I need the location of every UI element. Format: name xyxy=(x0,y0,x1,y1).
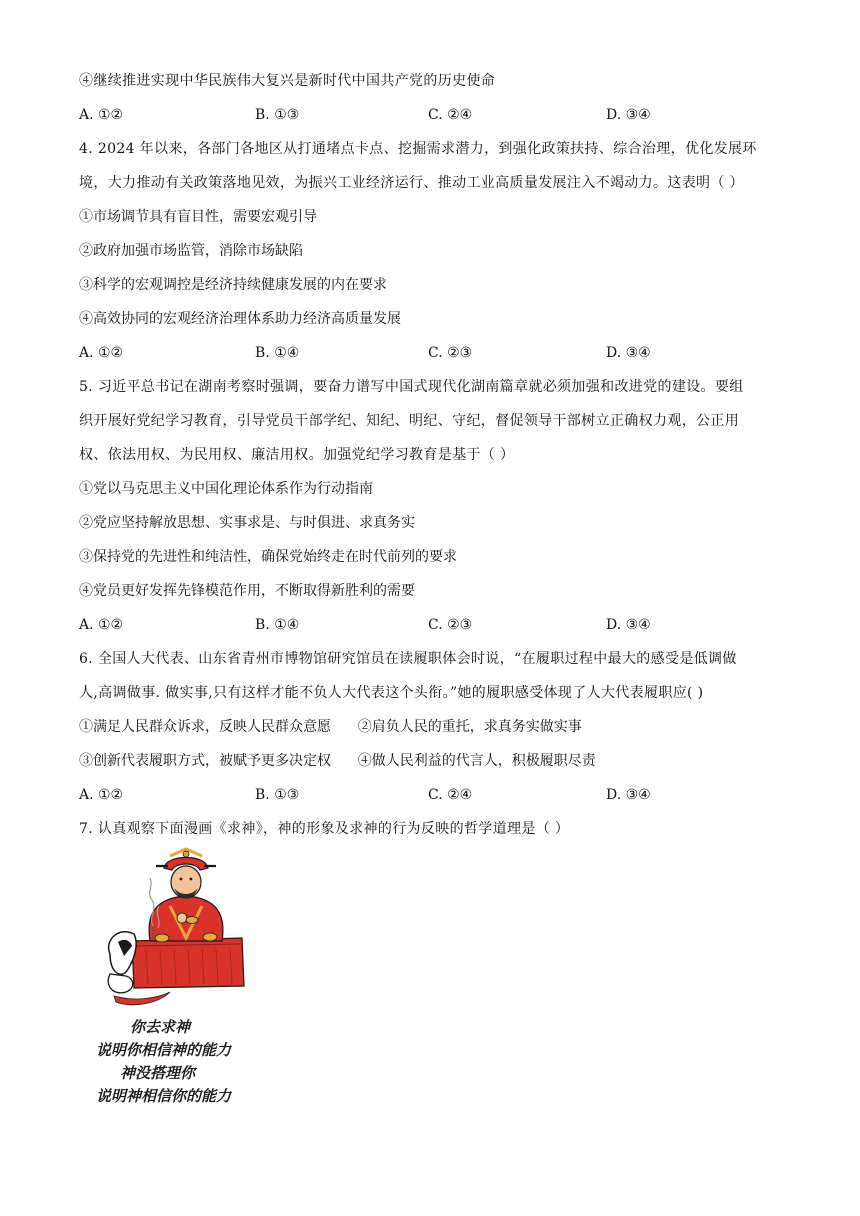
cartoon-caption-line-1: 你去求神 xyxy=(130,1018,191,1036)
q4-item-2: ②政府加强市场监管，消除市场缺陷 xyxy=(79,243,303,259)
q4-option-c: C. ②③ xyxy=(428,345,473,361)
cartoon-caption-line-2: 说明你相信神的能力 xyxy=(96,1041,232,1059)
q4-item-3: ③科学的宏观调控是经济持续健康发展的内在要求 xyxy=(79,277,387,293)
cartoon-qiushen xyxy=(96,846,258,1105)
q5-item-3: ③保持党的先进性和纯洁性，确保党始终走在时代前列的要求 xyxy=(79,549,457,565)
q3-option-a: A. ①② xyxy=(79,107,124,123)
q3-option-d: D. ③④ xyxy=(606,107,651,123)
q6-option-b: B. ①③ xyxy=(255,787,300,803)
cartoon-drawing xyxy=(96,846,258,1011)
q6-stem-line-2: 人,高调做事. 做实事,只有这样才能不负人大代表这个头衔。”她的履职感受体现了人大代表履职应( ) xyxy=(79,685,704,701)
q3-item-4: ④继续推进实现中华民族伟大复兴是新时代中国共产党的历史使命 xyxy=(79,73,496,89)
q6-option-a: A. ①② xyxy=(79,787,124,803)
cartoon-caption-line-3: 神没搭理你 xyxy=(120,1064,196,1082)
q5-item-1: ①党以马克思主义中国化理论体系作为行动指南 xyxy=(79,481,373,497)
q6-option-d: D. ③④ xyxy=(606,787,651,803)
q5-option-b: B. ①④ xyxy=(255,617,300,633)
q4-option-d: D. ③④ xyxy=(606,345,651,361)
q3-option-c: C. ②④ xyxy=(428,107,473,123)
q5-option-d: D. ③④ xyxy=(606,617,651,633)
q5-option-c: C. ②③ xyxy=(428,617,473,633)
q4-option-b: B. ①④ xyxy=(255,345,300,361)
q5-stem-line-3: 权、依法用权、为民用权、廉洁用权。加强党纪学习教育是基于（ ） xyxy=(79,447,515,463)
q4-item-1: ①市场调节具有盲目性，需要宏观引导 xyxy=(79,209,317,225)
q5-item-2: ②党应坚持解放思想、实事求是、与时俱进、求真务实 xyxy=(79,515,415,531)
q6-option-c: C. ②④ xyxy=(428,787,473,803)
q5-option-a: A. ①② xyxy=(79,617,124,633)
q5-item-4: ④党员更好发挥先锋模范作用，不断取得新胜利的需要 xyxy=(79,583,415,599)
q6-items-row-1: ①满足人民群众诉求，反映人民群众意愿 ②肩负人民的重托，求真务实做实事 xyxy=(79,719,582,735)
q7-stem: 7. 认真观察下面漫画《求神》，神的形象及求神的行为反映的哲学道理是（ ） xyxy=(79,821,570,837)
q4-option-a: A. ①② xyxy=(79,345,124,361)
q4-stem-line-2: 境，大力推动有关政策落地见效，为振兴工业经济运行、推动工业高质量发展注入不竭动力。这表明（ ） xyxy=(79,175,744,191)
q3-option-b: B. ①③ xyxy=(255,107,300,123)
q5-stem-line-1: 5. 习近平总书记在湖南考察时强调，要奋力谱写中国式现代化湖南篇章就必须加强和改进党的建设。要组 xyxy=(79,379,744,395)
q6-items-row-2: ③创新代表履职方式，被赋予更多决定权 ④做人民利益的代言人，积极履职尽责 xyxy=(79,753,596,769)
q6-stem-line-1: 6. 全国人大代表、山东省青州市博物馆研究馆员在读履职体会时说，“在履职过程中最大的感受是低调做 xyxy=(79,651,737,667)
cartoon-caption-line-4: 说明神相信你的能力 xyxy=(96,1087,232,1105)
q4-stem-line-1: 4. 2024 年以来，各部门各地区从打通堵点卡点、挖掘需求潜力，到强化政策扶持、综合治理，优化发展环 xyxy=(79,141,757,157)
q4-item-4: ④高效协同的宏观经济治理体系助力经济高质量发展 xyxy=(79,311,401,327)
q5-stem-line-2: 织开展好党纪学习教育，引导党员干部学纪、知纪、明纪、守纪，督促领导干部树立正确权力观，公正用 xyxy=(79,413,740,429)
